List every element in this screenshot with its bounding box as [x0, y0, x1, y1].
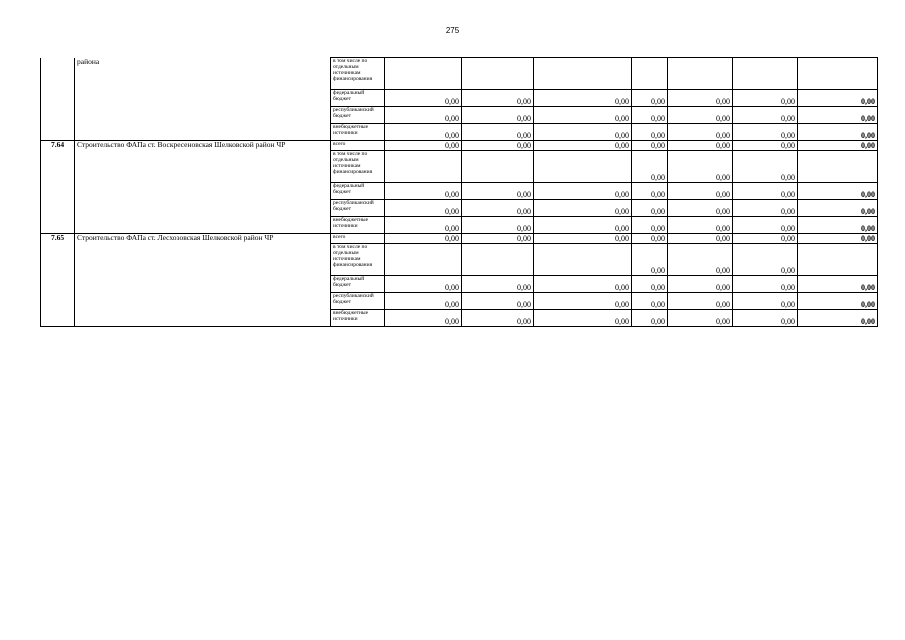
- funding-source: федеральный бюджет: [331, 276, 385, 293]
- value-cell: 0,00: [385, 276, 462, 293]
- value-cell: 0,00: [385, 217, 462, 234]
- value-cell: 0,00: [534, 124, 632, 141]
- value-cell: 0,00: [668, 183, 733, 200]
- value-cell: [534, 58, 632, 90]
- value-cell: 0,00: [668, 151, 733, 183]
- value-total-cell: 0,00: [798, 200, 878, 217]
- value-cell: 0,00: [733, 141, 798, 151]
- value-cell: [668, 58, 733, 90]
- value-cell: 0,00: [733, 276, 798, 293]
- value-cell: 0,00: [733, 151, 798, 183]
- value-cell: 0,00: [462, 200, 534, 217]
- value-cell: 0,00: [733, 217, 798, 234]
- value-cell: 0,00: [632, 293, 668, 310]
- value-cell: 0,00: [668, 293, 733, 310]
- value-cell: 0,00: [632, 200, 668, 217]
- value-cell: 0,00: [385, 107, 462, 124]
- value-cell: 0,00: [632, 124, 668, 141]
- funding-source: в том числе по отдельным источникам финансирования: [331, 244, 385, 276]
- value-cell: 0,00: [632, 183, 668, 200]
- item-code: 7.65: [41, 234, 75, 327]
- funding-source: в том числе по отдельным источникам финансирования: [331, 151, 385, 183]
- item-code: [41, 58, 75, 141]
- value-cell: 0,00: [733, 244, 798, 276]
- table-row: [41, 234, 878, 244]
- funding-source: внебюджетные источники: [331, 310, 385, 327]
- budget-table: [40, 57, 878, 327]
- funding-source: внебюджетные источники: [331, 217, 385, 234]
- budget-table-body: [41, 58, 878, 327]
- value-cell: 0,00: [668, 200, 733, 217]
- value-cell: 0,00: [385, 90, 462, 107]
- funding-source: в том числе по отдельным источникам финансирования: [331, 58, 385, 90]
- value-cell: 0,00: [632, 141, 668, 151]
- value-cell: 0,00: [733, 310, 798, 327]
- value-cell: 0,00: [462, 276, 534, 293]
- value-cell: 0,00: [385, 141, 462, 151]
- value-cell: 0,00: [385, 183, 462, 200]
- value-cell: 0,00: [733, 124, 798, 141]
- value-cell: 0,00: [462, 124, 534, 141]
- value-cell: 0,00: [632, 90, 668, 107]
- value-cell: 0,00: [668, 124, 733, 141]
- value-cell: 0,00: [534, 310, 632, 327]
- value-total-cell: 0,00: [798, 107, 878, 124]
- value-cell: 0,00: [534, 183, 632, 200]
- value-cell: 0,00: [668, 217, 733, 234]
- value-total-cell: 0,00: [798, 124, 878, 141]
- value-cell: 0,00: [668, 107, 733, 124]
- value-cell: 0,00: [462, 90, 534, 107]
- funding-source: федеральный бюджет: [331, 90, 385, 107]
- value-cell: 0,00: [534, 200, 632, 217]
- value-cell: 0,00: [733, 200, 798, 217]
- value-total-cell: 0,00: [798, 234, 878, 244]
- value-total-cell: 0,00: [798, 310, 878, 327]
- value-cell: 0,00: [462, 141, 534, 151]
- value-cell: [534, 151, 632, 183]
- value-cell: 0,00: [632, 217, 668, 234]
- value-cell: 0,00: [462, 293, 534, 310]
- value-cell: 0,00: [632, 151, 668, 183]
- value-cell: 0,00: [534, 234, 632, 244]
- value-cell: 0,00: [668, 234, 733, 244]
- item-name: Строительство ФАПа ст. Воскресеновская Шелковской район ЧР: [75, 141, 331, 234]
- funding-source: республиканский бюджет: [331, 293, 385, 310]
- table-row: [41, 58, 878, 90]
- value-total-cell: 0,00: [798, 276, 878, 293]
- item-name: Строительство ФАПа ст. Лесхозовская Шелковской район ЧР: [75, 234, 331, 327]
- value-cell: 0,00: [534, 90, 632, 107]
- item-code: 7.64: [41, 141, 75, 234]
- value-total-cell: 0,00: [798, 217, 878, 234]
- value-total-cell: [798, 58, 878, 90]
- value-cell: [462, 58, 534, 90]
- value-cell: 0,00: [668, 310, 733, 327]
- value-total-cell: [798, 244, 878, 276]
- value-cell: 0,00: [462, 107, 534, 124]
- value-cell: 0,00: [733, 107, 798, 124]
- value-cell: 0,00: [733, 90, 798, 107]
- value-cell: 0,00: [462, 234, 534, 244]
- value-cell: 0,00: [733, 234, 798, 244]
- value-cell: 0,00: [668, 90, 733, 107]
- value-total-cell: [798, 151, 878, 183]
- value-cell: 0,00: [385, 234, 462, 244]
- value-cell: [385, 58, 462, 90]
- value-cell: 0,00: [668, 244, 733, 276]
- value-cell: 0,00: [632, 234, 668, 244]
- value-total-cell: 0,00: [798, 90, 878, 107]
- value-cell: 0,00: [668, 141, 733, 151]
- value-cell: 0,00: [534, 107, 632, 124]
- value-cell: 0,00: [668, 276, 733, 293]
- value-cell: 0,00: [632, 107, 668, 124]
- funding-source: федеральный бюджет: [331, 183, 385, 200]
- page-number: 275: [445, 26, 460, 35]
- value-cell: 0,00: [534, 217, 632, 234]
- value-cell: 0,00: [632, 310, 668, 327]
- value-cell: [632, 58, 668, 90]
- value-total-cell: 0,00: [798, 141, 878, 151]
- value-total-cell: 0,00: [798, 293, 878, 310]
- funding-source: республиканский бюджет: [331, 107, 385, 124]
- value-cell: [534, 244, 632, 276]
- value-cell: 0,00: [534, 141, 632, 151]
- funding-source: республиканский бюджет: [331, 200, 385, 217]
- value-cell: [462, 151, 534, 183]
- funding-source: всего: [331, 234, 385, 244]
- value-cell: 0,00: [462, 310, 534, 327]
- value-cell: [462, 244, 534, 276]
- value-cell: 0,00: [385, 200, 462, 217]
- value-cell: 0,00: [733, 293, 798, 310]
- value-cell: 0,00: [385, 293, 462, 310]
- value-cell: 0,00: [534, 293, 632, 310]
- value-cell: [385, 244, 462, 276]
- value-cell: 0,00: [385, 310, 462, 327]
- value-cell: 0,00: [632, 244, 668, 276]
- value-cell: 0,00: [462, 217, 534, 234]
- value-cell: [385, 151, 462, 183]
- value-cell: 0,00: [462, 183, 534, 200]
- table-row: [41, 141, 878, 151]
- value-cell: [733, 58, 798, 90]
- item-name: района: [75, 58, 331, 141]
- value-cell: 0,00: [733, 183, 798, 200]
- value-cell: 0,00: [632, 276, 668, 293]
- value-cell: 0,00: [534, 276, 632, 293]
- value-total-cell: 0,00: [798, 183, 878, 200]
- value-cell: 0,00: [385, 124, 462, 141]
- funding-source: внебюджетные источники: [331, 124, 385, 141]
- funding-source: всего: [331, 141, 385, 151]
